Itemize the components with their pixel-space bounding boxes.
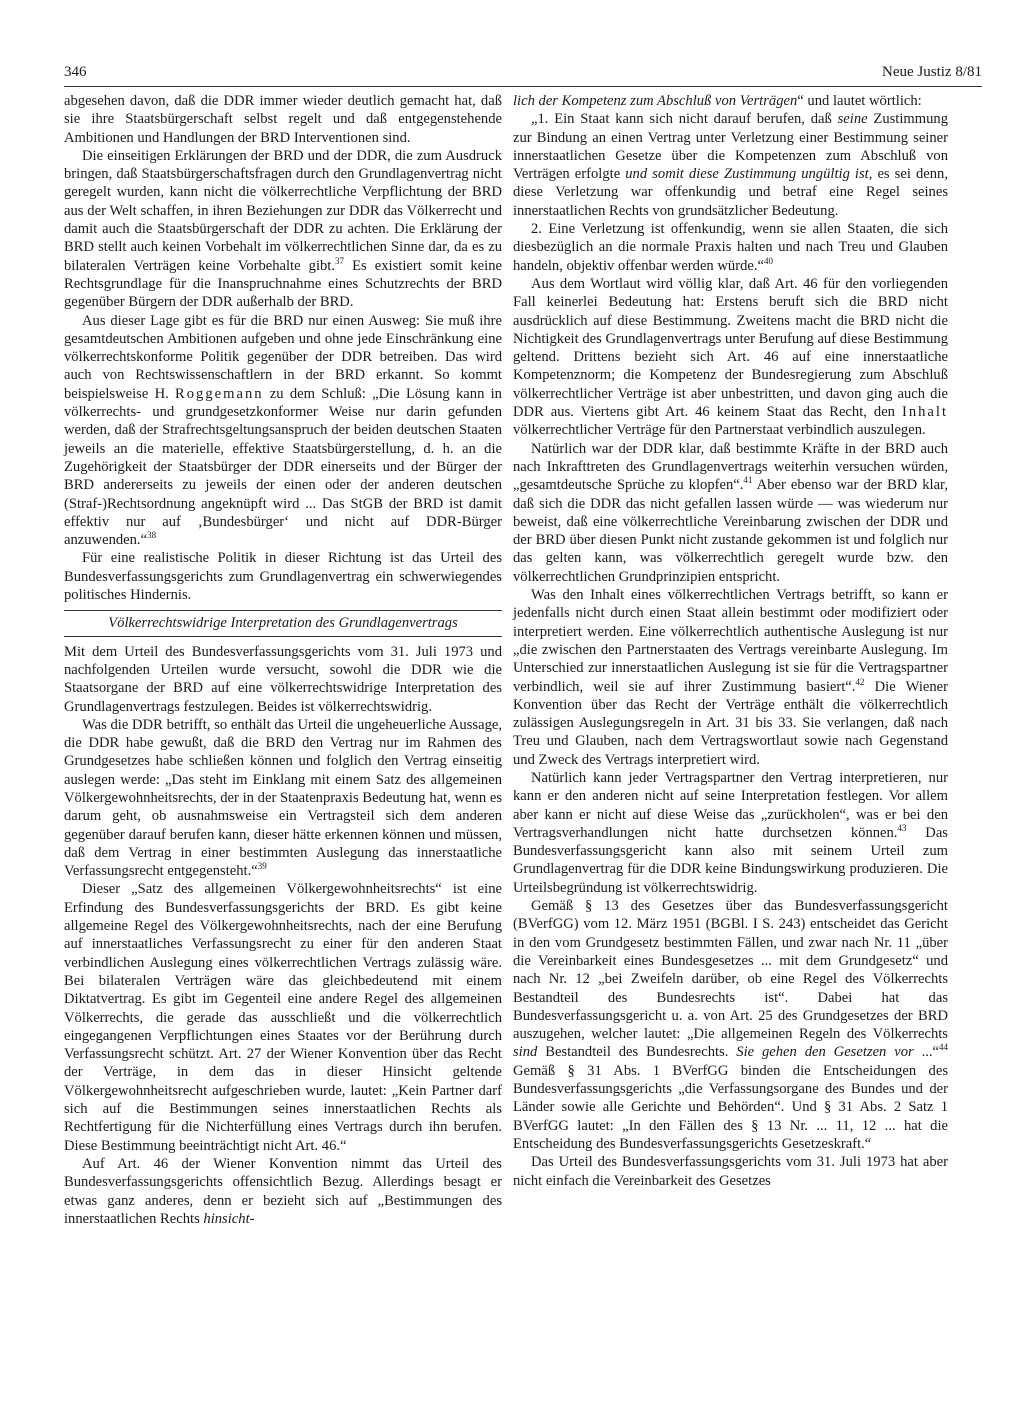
footnote-ref: 40 xyxy=(763,255,773,266)
quote-paragraph: 2. Eine Verletzung ist offenkundig, wenn sie allen Staaten, die sich diesbezüglich an die normale Praxis halten und nach Treu und Glauben handeln, objektiv offenbar werden würde.“$^{40}$ xyxy=(513,221,948,274)
paragraph: Aus dem Wortlaut wird völlig klar, daß Art. 46 für den vorliegenden Fall keinerlei Bedeutung hat: Erstens beruft sich die BRD nicht ausdrücklich auf diese Bestimmung. Zweitens macht die BRD nicht die Nichtigkeit des Grundlagenvertrags unter Berufung auf diese Bestimmung geltend. Drittens bezieht sich Art. 46 auf eine innerstaatliche Kompetenznorm; die Kompetenz der Bundesregierung zum Abschluß völkerrechtlicher Verträge ist aber unbestritten, und davon ging auch die DDR aus. Viertens gibt Art. 46 keinem Staat das Recht, den Inhalt völkerrechtlicher Verträge für den Partnerstaat verbindlich auszulegen. xyxy=(513,275,948,439)
paragraph: Dieser „Satz des allgemeinen Völkergewohnheitsrechts“ ist eine Erfindung des Bundesverfassungsgerichts der BRD. Es gibt keine allgemeine Regel des Völkergewohnheitsrechts, nach der eine Berufung auf innerstaatliches Verfassungsrecht zu einer für den anderen Staat verbindlichen Auslegung eines völkerrechtlichen Vertrags zulässig wäre. Bei bilateralen Verträgen wäre das gleichbedeutend mit einem Diktatvertrag. Es gibt im Gegenteil eine andere Regel des allgemeinen Völkerrechts, die gerade das ausschließt und die völkerrechtlich eingegangenen Verpflichtungen eines Staates vor der Berührung durch Verfassungsrecht schützt. Art. 27 der Wiener Konvention über das Recht der Verträge, in dem das in dieser Hinsicht geltende Völkergewohnheitsrecht aufgeschrieben wurde, lautet: „Kein Partner darf sich auf die Bestimmungen seines innerstaatlichen Rechts als Rechtfertigung für die Nichterfüllung eines Vertrags durch ihn berufen. Diese Bestimmung beeinträchtigt nicht Art. 46.“ xyxy=(64,881,502,1154)
paragraph: Auf Art. 46 der Wiener Konvention nimmt das Urteil des Bundesverfassungsgerichts offensichtlich Bezug. Allerdings besagt er etwas ganz anderes, denn er bezieht sich auf „Bestimmungen des innerstaatlichen Rechts hinsicht- xyxy=(64,1155,502,1227)
paragraph: Was die DDR betrifft, so enthält das Urteil die ungeheuerliche Aussage, die DDR habe gewußt, daß die BRD den Vertrag nur im Rahmen des Grundgesetzes habe schließen können und folglich den Vertrag einseitig auslegen werde: „Das steht im Einklang mit einem Satz des allgemeinen Völkergewohnheitsrechts, der in der Staatenpraxis Bedeutung hat, wenn es darum geht, ob ausnahmsweise ein Vertragsteil sich dem anderen gegenüber darauf berufen kann, dieser hätte erkennen können und müssen, daß dem Vertrag in einer bestimmten Auslegung das innerstaatliche Verfassungsrecht entgegensteht.“$^{39}$ xyxy=(64,716,502,880)
paragraph: Die einseitigen Erklärungen der BRD und der DDR, die zum Ausdruck bringen, daß Staatsbürgerschaftsfragen durch den Grundlagenvertrag nicht geregelt wurden, kann nicht die völkerrechtliche Verpflichtung der BRD aus der Welt schaffen, in ihren Beziehungen zur DDR das Völkerrecht und damit auch die Staatsbürgerschaft der DDR zu achten. Die Erklärung der BRD stellt auch keinen Vorbehalt im völkerrechtlichen Sinne dar, da es zu bilateralen Verträgen keine Vorbehalte gibt.$^{37}$ Es existiert somit keine Rechtsgrundlage für die Inanspruchnahme eines Schutzrechts der BRD gegenüber Bürgern der DDR außerhalb der BRD. xyxy=(64,147,502,311)
paragraph: Aus dieser Lage gibt es für die BRD nur einen Ausweg: Sie muß ihre gesamtdeutschen Ambitionen aufgeben und ohne jede Einschränkung eine völkerrechtskonforme Politik gegenüber der DDR betreiben. Das wird auch von Rechtswissenschaftlern in der BRD erkannt. So kommt beispielsweise H. Roggemann zu dem Schluß: „Die Lösung kann in völkerrechts- und grundgesetzkonformer Weise nur darin gefunden werden, daß der Strafrechtsgeltungsanspruch der beiden deutschen Staaten jeweils an die materielle, effektive Staatsbürgerstellung, d. h. an die Zugehörigkeit der Staatsbürger der DDR einerseits und der Bürger der BRD andererseits zu jeweils der einen oder der anderen deutschen (Straf-)Rechtsordnung angeknüpft wird ... Das StGB der BRD ist damit effektiv nur auf ‚Bundesbürger‘ und nicht auf DDR-Bürger anzuwenden.“$^{38}$ xyxy=(64,312,502,549)
paragraph: Für eine realistische Politik in dieser Richtung ist das Urteil des Bundesverfassungsgerichts zum Grundlagenvertrag ein schwerwiegendes politisches Hindernis. xyxy=(64,550,502,604)
quote-paragraph: „1. Ein Staat kann sich nicht darauf berufen, daß seine Zustimmung zur Bindung an einen Vertrag unter Verletzung einer Bestimmung seiner innerstaatlichen Gesetze über die Kompetenzen zum Abschluß von Verträgen erfolgte und somit diese Zustimmung ungültig ist, es sei denn, diese Verletzung war offenkundig und betraf eine Regel seines innerstaatlichen Rechts von grundsätzlicher Bedeutung. xyxy=(513,111,948,219)
left-column xyxy=(64,92,502,1228)
page-number: 346 xyxy=(64,64,87,80)
footnote-ref: 39 xyxy=(257,861,267,872)
paragraph: Was den Inhalt eines völkerrechtlichen Vertrags betrifft, so kann er jedenfalls nicht durch einen Staat allein bestimmt oder modifiziert oder interpretiert werden. Eine völkerrechtlich authentische Auslegung ist nur „die zwischen den Partnerstaaten des Vertrags vereinbarte Auslegung. Im Unterschied zur innerstaatlichen Auslegung ist sie für die Vertragspartner verbindlich, weil sie auf ihrer Zustimmung basiert“.$^{42}$ Die Wiener Konvention über das Recht der Verträge enthält die völkerrechtlich zulässigen Auslegungsregeln in Art. 31 bis 33. Sie verlangen, daß nach Treu und Glauben, nach dem Vertragswortlaut sowie nach Gegenstand und Zweck des Vertrags interpretiert wird. xyxy=(513,587,948,768)
paragraph: Gemäß § 13 des Gesetzes über das Bundesverfassungsgericht (BVerfGG) vom 12. März 1951 (BGBl. I S. 243) entscheidet das Gericht in den vom Grundgesetz bestimmten Fällen, und zwar nach Nr. 11 „über die Vereinbarkeit eines Bundesgesetzes ... mit dem Grundgesetz“ und nach Nr. 12 „bei Zweifeln darüber, ob eine Regel des Völkerrechts Bestandteil des Bundesrechts ist“. Dabei hat das Bundesverfassungsgericht u. a. von Art. 25 des Grundgesetzes der BRD auszugehen, welcher lautet: „Die allgemeinen Regeln des Völkerrechts sind Bestandteil des Bundesrechts. Sie gehen den Gesetzen vor ...“$^{44}$ Gemäß § 31 Abs. 1 BVerfGG binden die Entscheidungen des Bundesverfassungsgerichts „die Verfassungsorgane des Bundes und der Länder sowie alle Gerichte und Behörden“. Und § 31 Abs. 2 Satz 1 BVerfGG lautet: „In den Fällen des § 13 Nr. ... 11, 12 ... hat die Entscheidung des Bundesverfassungsgerichts Gesetzeskraft.“ xyxy=(513,898,948,1152)
paragraph: Natürlich war der DDR klar, daß bestimmte Kräfte in der BRD auch nach Inkrafttreten des Grundlagenvertrags weiterhin versuchen würden, „gesamtdeutsche Sprüche zu klopfen“.$^{41}$ Aber ebenso war der BRD klar, daß sich die DDR das nicht gefallen lassen würde — was wiederum nur beweist, daß eine völkerrechtliche Vereinbarung zwischen der DDR und der BRD über diesen Punkt nicht zustande gekommen ist und folglich nur das gelten kann, was völkerrechtlich geregelt wurde bzw. den völkerrechtlichen Grundprinzipien entspricht. xyxy=(513,440,948,585)
author-name: Roggemann xyxy=(175,385,264,402)
footnote-ref: 42 xyxy=(855,676,865,687)
footnote-ref: 38 xyxy=(147,530,157,541)
footnote-ref: 37 xyxy=(335,255,345,266)
paragraph: Das Urteil des Bundesverfassungsgerichts vom 31. Juli 1973 hat aber nicht einfach die Vereinbarkeit des Gesetzes xyxy=(513,1154,948,1189)
footnote-ref: 44 xyxy=(939,1042,948,1053)
header-rule xyxy=(64,86,982,87)
paragraph: Natürlich kann jeder Vertragspartner den Vertrag interpretieren, nur kann er den anderen nicht auf seine Interpretation festlegen. Vor allem aber kann er nicht auf diese Weise das „zurückholen“, was er bei den Vertragsverhandlungen nicht hatte durchsetzen können.$^{43}$ Das Bundesverfassungsgericht kann also mit seinem Urteil zum Grundlagenvertrag für die DDR keine Bindungswirkung produzieren. Die Urteilsbegründung ist völkerrechtswidrig. xyxy=(513,769,948,896)
emphasized-word: Inhalt xyxy=(901,404,948,421)
paragraph: Mit dem Urteil des Bundesverfassungsgerichts vom 31. Juli 1973 und nachfolgenden Urteilen wurde versucht, sowohl die DDR wie die Staatsorgane der BRD auf eine völkerrechtswidrige Interpretation des Grundlagenvertrags festzulegen. Beides ist völkerrechtswidrig. xyxy=(64,643,502,715)
section-heading: Völkerrechtswidrige Interpretation des Grundlagenvertrags xyxy=(64,610,502,636)
footnote-ref: 41 xyxy=(743,475,753,486)
paragraph: abgesehen davon, daß die DDR immer wieder deutlich gemacht hat, daß sie ihre Staatsbürgerschaft selbst regelt und daß entgegenstehende Ambitionen und Handlungen der BRD Interventionen sind. xyxy=(64,93,502,146)
right-column xyxy=(513,92,948,1190)
footnote-ref: 43 xyxy=(897,823,907,834)
paragraph: lich der Kompetenz zum Abschluß von Verträgen“ und lautet wörtlich: xyxy=(513,93,922,109)
page-header xyxy=(64,64,982,86)
journal-title: Neue Justiz 8/81 xyxy=(882,64,982,80)
